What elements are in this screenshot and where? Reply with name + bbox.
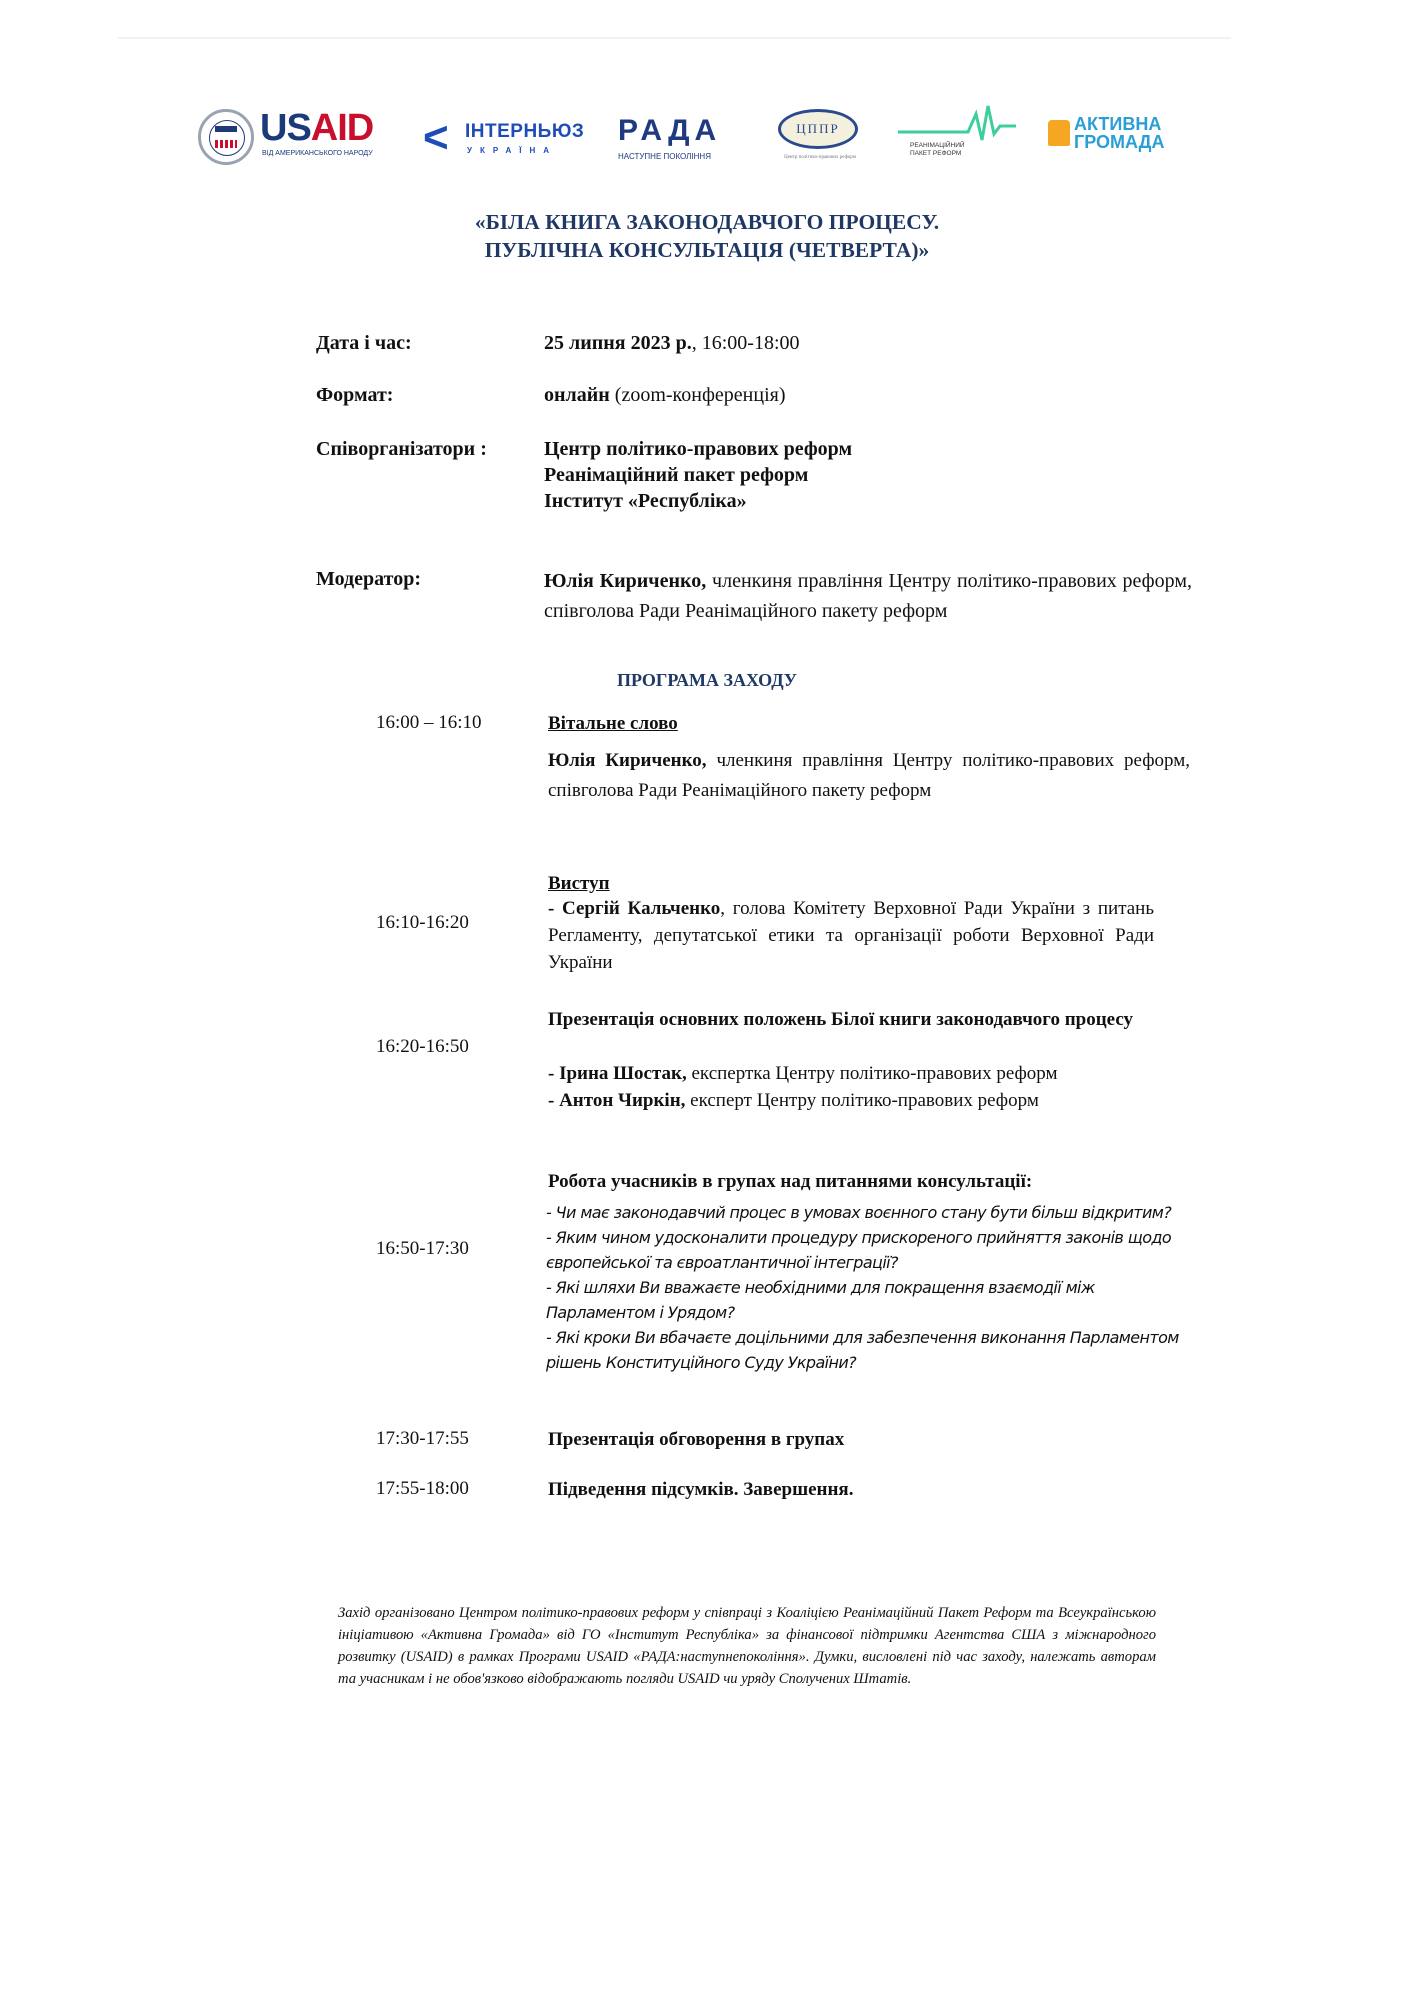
page-top-border bbox=[118, 37, 1231, 39]
program-time: 16:20-16:50 bbox=[376, 1036, 469, 1057]
active-hromada-name: АКТИВНА ГРОМАДА bbox=[1074, 114, 1165, 152]
program-item-speaker: - Сергій Кальченко, голова Комітету Верховної Ради України з питань Регламенту, депутатської етики та організації роботи Верховної Ради України bbox=[548, 898, 1154, 973]
program-item-speaker: Юлія Кириченко, членкиня правління Центру політико-правових реформ, співголова Ради Реанімаційного пакету реформ bbox=[548, 750, 1190, 801]
coorganizers-list: Центр політико-правових реформ Реанімаційний пакет реформ Інститут «Республіка» bbox=[544, 438, 853, 512]
question-item: - Яким чином удосконалити процедуру прискореного прийняття законів щодо європейської та євроатлантичної інтеграції? bbox=[546, 1228, 1172, 1272]
cppr-logo bbox=[778, 104, 878, 174]
program-time: 16:00 – 16:10 bbox=[376, 712, 482, 733]
document-title: «БІЛА КНИГА ЗАКОНОДАВЧОГО ПРОЦЕСУ. ПУБЛІЧНА КОНСУЛЬТАЦІЯ (ЧЕТВЕРТА)» bbox=[474, 210, 940, 262]
active-hromada-logo bbox=[1048, 104, 1178, 174]
program-item-heading: Виступ bbox=[548, 873, 610, 894]
program-time: 16:50-17:30 bbox=[376, 1238, 469, 1259]
question-item: - Чи має законодавчий процес в умовах воєнного стану бути більш відкритим? bbox=[546, 1203, 1172, 1222]
rada-name: РАДА bbox=[618, 114, 722, 147]
program-item-heading: Робота учасників в групах над питаннями консультації: bbox=[548, 1171, 1033, 1192]
rpr-logo bbox=[898, 104, 1018, 174]
program-item-speaker: - Антон Чиркін, експерт Центру політико-правових реформ bbox=[548, 1090, 1039, 1111]
program-item-heading: Презентація основних положень Білої книги законодавчого процесу bbox=[548, 1009, 1134, 1030]
usaid-wordmark: USAID bbox=[260, 107, 374, 149]
footer-disclaimer: Захід організовано Центром політико-правових реформ у співпраці з Коаліцією Реанімаційний Пакет Реформ та Всеукраїнською ініціативою «Активна Громада» від ГО «Інститут Республіка» за фінансової підтримки Агентства США з міжнародного розвитку (USAID) в рамках Програми USAID «РАДА:наступнепокоління». Думки, висловлені під час заходу, належать авторам та учасникам і не обов'язково відображають погляди USAID чи уряду Сполучених Штатів. bbox=[338, 1605, 1156, 1687]
internews-name: ІНТЕРНЬЮЗ bbox=[465, 121, 585, 142]
usaid-seal-icon bbox=[198, 109, 254, 165]
program-time: 17:30-17:55 bbox=[376, 1428, 469, 1449]
internews-logo bbox=[423, 104, 593, 174]
program-item-speaker: - Ірина Шостак, експертка Центру політико-правових реформ bbox=[548, 1063, 1058, 1084]
usaid-logo bbox=[198, 104, 398, 174]
program-item-heading: Підведення підсумків. Завершення. bbox=[548, 1479, 854, 1500]
program-title: ПРОГРАМА ЗАХОДУ bbox=[616, 670, 798, 690]
moderator-value: Юлія Кириченко, членкиня правління Центру політико-правових реформ, співголова Ради Реанімаційного пакету реформ bbox=[544, 570, 1192, 622]
program-time: 16:10-16:20 bbox=[376, 912, 469, 933]
coorganizers-label: Співорганізатори : bbox=[316, 438, 487, 460]
heartbeat-icon bbox=[898, 104, 1018, 144]
format-label: Формат: bbox=[316, 384, 394, 406]
format-value: онлайн (zoom-конференція) bbox=[544, 384, 786, 406]
usaid-subtitle: ВІД АМЕРИКАНСЬКОГО НАРОДУ bbox=[262, 150, 373, 157]
rada-logo bbox=[618, 104, 748, 174]
cppr-oval: ЦППР bbox=[778, 109, 858, 149]
date-label: Дата і час: bbox=[316, 332, 412, 354]
consultation-questions bbox=[546, 1200, 1186, 1375]
question-item: - Які кроки Ви вбачаєте доцільними для забезпечення виконання Парламентом рішень Конституційного Суду України? bbox=[546, 1328, 1179, 1372]
program-item-heading: Презентація обговорення в групах bbox=[548, 1429, 845, 1450]
rpr-subtitle: РЕАНІМАЦІЙНИЙ ПАКЕТ РЕФОРМ bbox=[910, 142, 965, 157]
internews-subtitle: УКРАЇНА bbox=[467, 146, 558, 155]
program-time: 17:55-18:00 bbox=[376, 1478, 469, 1499]
people-icon bbox=[1048, 120, 1070, 146]
date-value: 25 липня 2023 р., 16:00-18:00 bbox=[544, 332, 800, 354]
cppr-subtitle: Центр політико-правових реформ bbox=[784, 155, 856, 160]
question-item: - Які шляхи Ви вважаєте необхідними для покращення взаємодії між Парламентом і Урядом? bbox=[546, 1278, 1095, 1322]
moderator-label: Модератор: bbox=[316, 568, 421, 590]
rada-subtitle: НАСТУПНЕ ПОКОЛІННЯ bbox=[618, 152, 711, 161]
internews-chevron-icon: < bbox=[423, 113, 449, 162]
partner-logos bbox=[198, 104, 1178, 174]
program-item-heading: Вітальне слово bbox=[548, 713, 678, 734]
